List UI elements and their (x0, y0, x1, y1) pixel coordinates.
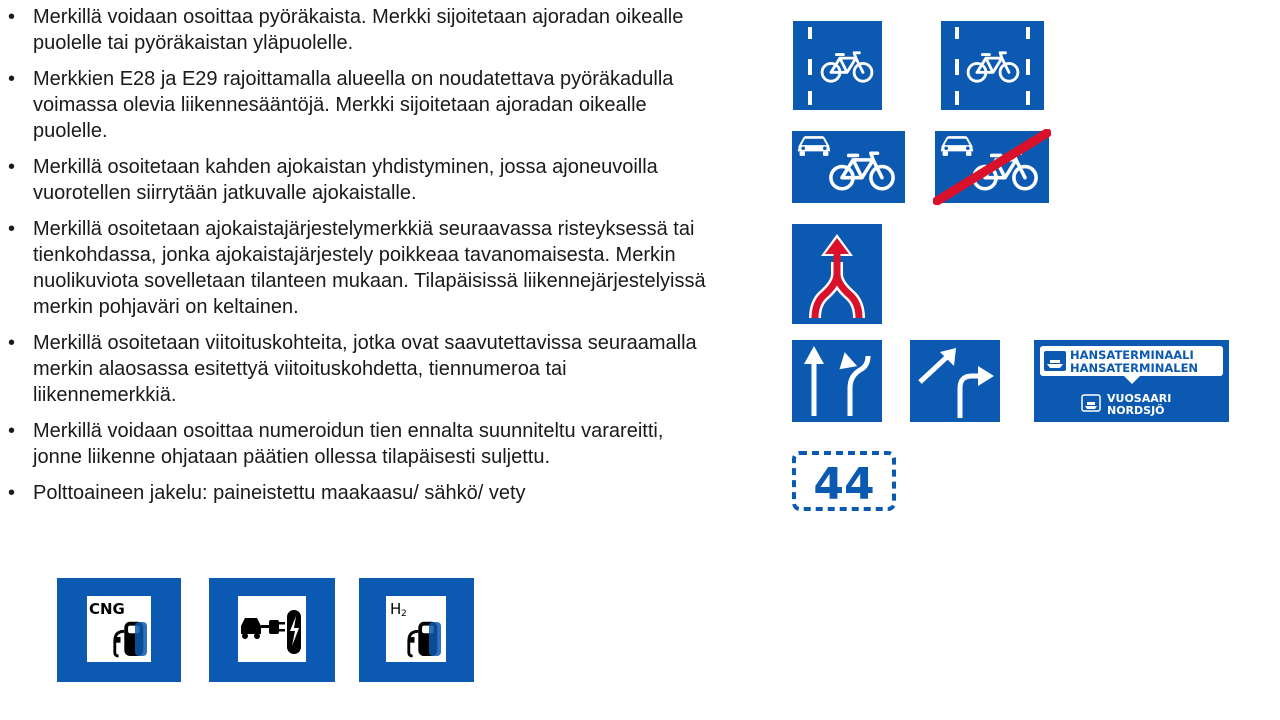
bullet-item (8, 66, 708, 144)
bullet-text: Merkillä voidaan osoittaa numeroidun tien ennalta suunniteltu varareitti, jonne liikenne ohjataan päätien ollessa tilapäisesti suljettu. (33, 420, 664, 468)
bullet-marker: • (8, 332, 16, 354)
h2-subscript: 2 (401, 609, 407, 619)
h2-label: H (390, 600, 402, 618)
detour-route-number: 44 (813, 459, 875, 510)
bicycle-street-sign (790, 129, 907, 205)
bicycle-street-end-sign (933, 129, 1051, 205)
bullet-text: Merkillä osoitetaan kahden ajokaistan yhdistyminen, jossa ajoneuvoilla vuorotellen siirrytään jatkuvalle ajokaistalle. (33, 156, 658, 204)
bullet-marker: • (8, 6, 16, 28)
destination-line3: VUOSAARI (1107, 392, 1172, 405)
ev-charging-sign (207, 576, 337, 684)
bicycle-lane-sign-two-way (939, 19, 1046, 112)
lane-merge-sign (790, 222, 884, 326)
bicycle-lane-sign (791, 19, 884, 112)
hydrogen-fuel-sign (357, 576, 476, 684)
destination-line1: HANSATERMINAALI (1070, 348, 1194, 362)
bullet-item (8, 330, 708, 408)
bullet-item (8, 154, 708, 206)
bullet-list (8, 4, 708, 516)
bullet-text: Merkillä osoitetaan ajokaistajärjestelymerkkiä seuraavassa risteyksessä tai tienkohdassa, jonka ajokaistajärjestely poikkeaa tavanomaisesta. Merkin nuolikuviota sovelletaan tilanteen mukaan. Tilapäisissä liikennejärjestelyissä merkin pohjaväri on keltainen. (33, 218, 706, 318)
bullet-marker: • (8, 68, 16, 90)
bullet-marker: • (8, 218, 16, 240)
bullet-item (8, 480, 708, 506)
bullet-text: Merkkien E28 ja E29 rajoittamalla alueella on noudatettava pyöräkadulla voimassa olevia liikennesääntöjä. Merkki sijoitetaan ajoradan oikealle puolelle. (33, 68, 674, 142)
bullet-marker: • (8, 420, 16, 442)
bullet-marker: • (8, 156, 16, 178)
bullet-text: Polttoaineen jakelu: paineistettu maakaasu/ sähkö/ vety (33, 482, 526, 504)
bullet-marker: • (8, 482, 16, 504)
detour-route-sign (790, 449, 898, 513)
bullet-text: Merkillä voidaan osoittaa pyöräkaista. Merkki sijoitetaan ajoradan oikealle puolelle tai pyöräkaistan yläpuolelle. (33, 6, 684, 54)
lane-arrangement-sign-right (908, 338, 1002, 424)
bullet-item (8, 4, 708, 56)
destination-sign (1032, 338, 1231, 424)
bullet-text: Merkillä osoitetaan viitoituskohteita, jotka ovat saavutettavissa seuraamalla merkin alaosassa esitettyä viitoituskohdetta, tiennumeroa tai liikennemerkkiä. (33, 332, 697, 406)
lane-arrangement-sign (790, 338, 884, 424)
ship-icon (1044, 351, 1066, 371)
cng-label: CNG (89, 600, 125, 618)
destination-line2: HANSATERMINALEN (1070, 361, 1199, 375)
destination-line4: NORDSJÖ (1107, 404, 1165, 417)
bullet-item (8, 418, 708, 470)
bullet-item (8, 216, 708, 320)
cng-fuel-sign (55, 576, 183, 684)
